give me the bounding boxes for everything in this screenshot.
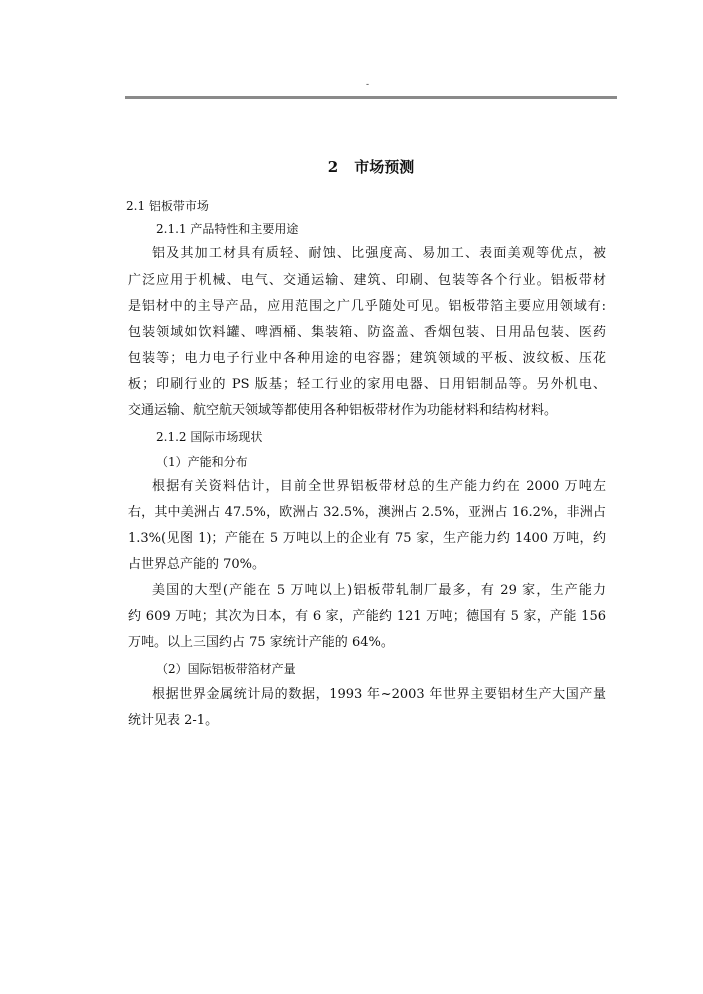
paragraph-line: 是铝材中的主导产品，应用范围之广几乎随处可见。铝板带箔主要应用领域有: [128,299,606,314]
paragraph-line: 广泛应用于机械、电气、交通运输、建筑、印刷、包装等各个行业。铝板带材 [128,273,606,288]
chapter-number: 2 [327,158,339,176]
paragraph-line: 包装领域如饮料罐、啤酒桶、集装箱、防盗盖、香烟包装、日用品包装、医药 [128,325,606,340]
chapter-title-text: 市场预测 [354,158,415,176]
paragraph-line: 万吨。以上三国约占 75 家统计产能的 64%。 [128,635,394,650]
paragraph-line: 根据有关资料估计，目前全世界铝板带材总的生产能力约在 2000 万吨左 [152,479,606,494]
paragraph-line: 右，其中美洲占 47.5%，欧洲占 32.5%，澳洲占 2.5%，亚洲占 16.2%，非洲占 [128,505,606,520]
header-rule [125,96,617,99]
chapter-title [125,157,617,177]
paragraph-line: 交通运输、航空航天领域等都使用各种铝板带材作为功能材料和结构材料。 [128,403,558,418]
page-header-mark: - [366,80,370,90]
paragraph-line: 板；印刷行业的 PS 版基；轻工行业的家用电器、日用铝制品等。另外机电、 [128,377,606,392]
subsection-heading-2-1-2: 2.1.2 国际市场现状 [156,430,263,444]
paragraph-line: 约 609 万吨；其次为日本，有 6 家，产能约 121 万吨；德国有 5 家，产能 156 [128,609,606,624]
section-heading: 2.1 铝板带市场 [126,199,209,213]
list-item-heading: （2）国际铝板带箔材产量 [156,662,296,676]
paragraph-line: 占世界总产能的 70%。 [128,557,266,572]
paragraph-line: 铝及其加工材具有质轻、耐蚀、比强度高、易加工、表面美观等优点，被 [152,246,606,261]
paragraph-line: 包装等；电力电子行业中各种用途的电容器；建筑领域的平板、波纹板、压花 [128,351,606,366]
paragraph-line: 美国的大型(产能在 5 万吨以上)铝板带轧制厂最多，有 29 家，生产能力 [152,583,606,598]
subsection-heading-2-1-1: 2.1.1 产品特性和主要用途 [156,222,299,236]
paragraph-line: 统计见表 2-1。 [128,713,219,728]
paragraph-line: 1.3%(见图 1)；产能在 5 万吨以上的企业有 75 家，生产能力约 1400 万吨，约 [128,531,606,546]
paragraph-line: 根据世界金属统计局的数据，1993 年~2003 年世界主要铝材生产大国产量 [152,687,606,702]
list-item-heading: （1）产能和分布 [156,455,248,469]
